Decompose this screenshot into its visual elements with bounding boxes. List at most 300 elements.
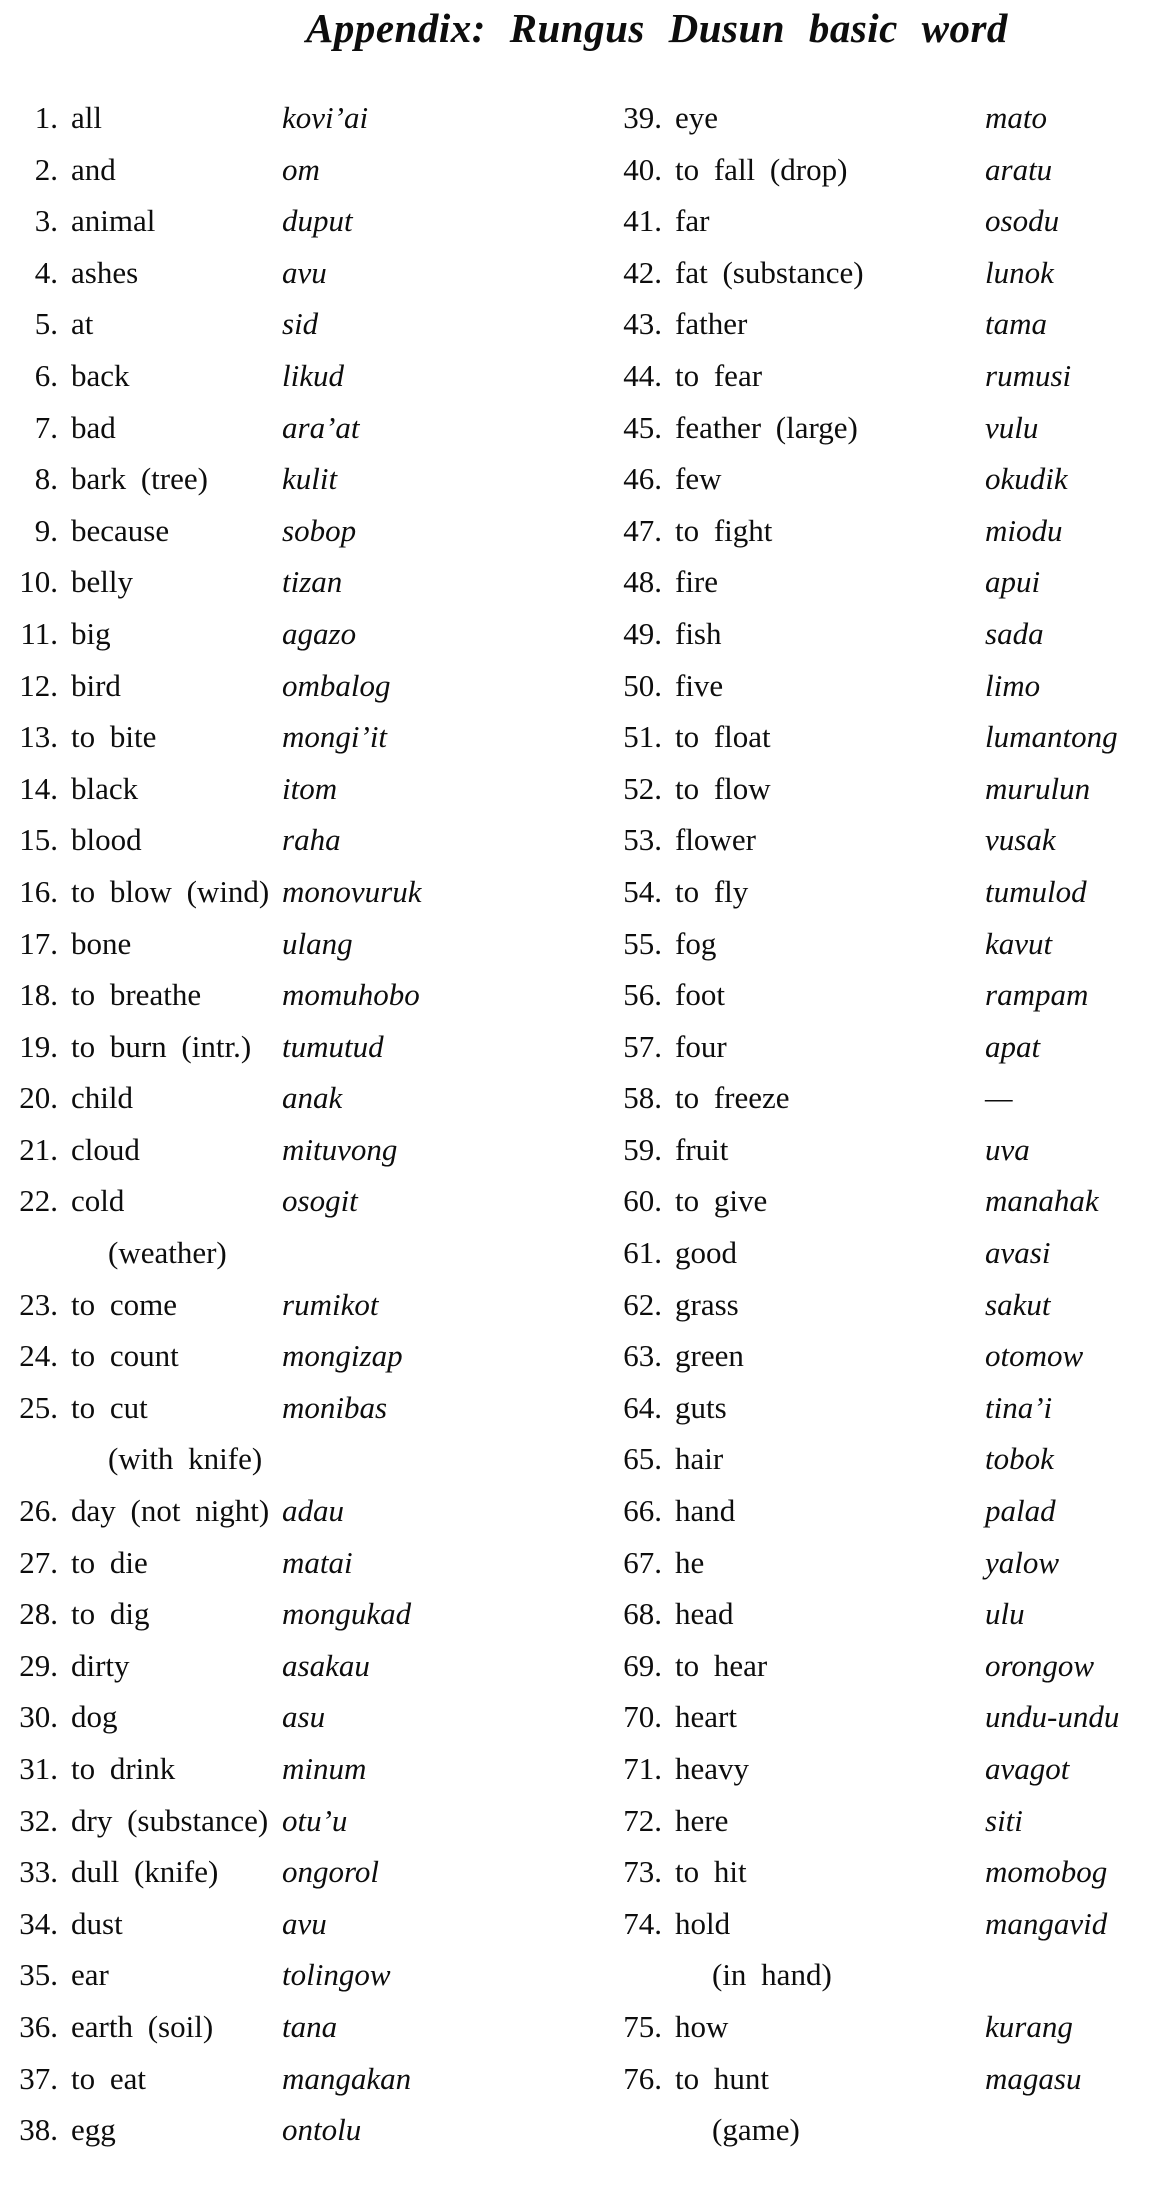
entry-translation: asu	[282, 1699, 326, 1735]
entry-english: far	[675, 203, 710, 239]
entry-row	[8, 453, 583, 505]
entry-row	[612, 350, 1175, 402]
entry-translation: lunok	[985, 254, 1054, 290]
entry-row	[8, 402, 583, 454]
entry-row	[8, 1795, 583, 1847]
entry-number: 74.	[623, 1905, 662, 1941]
entry-row	[612, 1795, 1175, 1847]
entry-number: 5.	[34, 306, 58, 342]
entry-translation: tana	[282, 2008, 338, 2044]
entry-number: 43.	[623, 306, 662, 342]
entry-number: 52.	[623, 770, 662, 806]
entry-number: 31.	[19, 1751, 58, 1786]
entry-row	[612, 195, 1175, 247]
entry-translation: mato	[985, 100, 1047, 135]
entry-row	[612, 711, 1175, 763]
entry-number: 67.	[623, 1544, 662, 1580]
entry-translation: asakau	[282, 1647, 370, 1683]
entry-number: 39.	[623, 100, 662, 135]
entry-row	[8, 195, 583, 247]
entry-translation: kovi’ai	[282, 100, 369, 135]
entry-row	[8, 711, 583, 763]
entry-row	[8, 505, 583, 557]
entry-number: 37.	[19, 2060, 58, 2096]
entry-row	[612, 1743, 1175, 1795]
entry-number: 56.	[623, 977, 662, 1013]
entry-row	[612, 1691, 1175, 1743]
entry-english: ear	[71, 1957, 109, 1993]
entry-english: few	[675, 461, 722, 497]
entry-english: bird	[71, 667, 121, 703]
entry-english: grass	[675, 1286, 739, 1322]
entry-translation: otu’u	[282, 1802, 348, 1838]
entry-number: 59.	[623, 1131, 662, 1167]
entry-english: ashes	[71, 254, 139, 290]
entry-english: bark (tree)	[71, 461, 208, 497]
entry-english: to give	[675, 1183, 768, 1219]
entry-number: 54.	[623, 873, 662, 909]
entry-english: animal	[71, 203, 156, 239]
entry-translation: mangavid	[985, 1905, 1108, 1941]
entry-row	[8, 763, 583, 815]
entry-continuation-row	[612, 1949, 1175, 2001]
entry-english: to hear	[675, 1647, 768, 1683]
entry-translation: sakut	[985, 1286, 1051, 1322]
entry-translation: rumusi	[985, 357, 1072, 393]
entry-english: to freeze	[675, 1080, 790, 1116]
entry-translation: minum	[282, 1751, 367, 1786]
entry-number: 68.	[623, 1596, 662, 1632]
entry-row	[8, 1640, 583, 1692]
entry-english: at	[71, 306, 94, 342]
entry-english: earth (soil)	[71, 2008, 214, 2044]
entry-english: egg	[71, 2112, 116, 2148]
entry-row	[8, 1537, 583, 1589]
entry-english: eye	[675, 100, 719, 135]
entry-translation: avagot	[985, 1751, 1070, 1786]
entry-translation: mituvong	[282, 1131, 398, 1167]
entry-translation: apat	[985, 1028, 1041, 1064]
entry-row	[8, 1743, 583, 1795]
entry-english: flower	[675, 822, 756, 858]
entry-translation: om	[282, 151, 320, 187]
entry-english: big	[71, 615, 111, 651]
entry-english: hand	[675, 1493, 736, 1529]
entry-row	[612, 1124, 1175, 1176]
entry-translation: tina’i	[985, 1389, 1053, 1425]
entry-translation: aratu	[985, 151, 1053, 187]
entry-english: to hunt	[675, 2060, 769, 2096]
entry-translation: otomow	[985, 1338, 1084, 1374]
entry-translation: mangakan	[282, 2060, 412, 2096]
entry-number: 71.	[623, 1751, 662, 1786]
entry-row	[8, 1588, 583, 1640]
entry-row	[612, 92, 1175, 144]
entry-row	[8, 298, 583, 350]
entry-english: to hit	[675, 1854, 747, 1890]
entry-number: 70.	[623, 1699, 662, 1735]
entry-translation: okudik	[985, 461, 1068, 497]
word-list-column-left	[8, 92, 583, 2156]
entry-number: 49.	[623, 615, 662, 651]
entry-number: 46.	[623, 461, 662, 497]
entry-translation: limo	[985, 667, 1041, 703]
entry-translation: tumutud	[282, 1028, 384, 1064]
entry-translation: vusak	[985, 822, 1056, 858]
entry-english: day (not night)	[71, 1493, 270, 1529]
entry-english: to float	[675, 719, 771, 755]
entry-continuation-row	[8, 1433, 583, 1485]
entry-english: feather (large)	[675, 409, 858, 445]
entry-number: 23.	[19, 1286, 58, 1322]
entry-english: four	[675, 1028, 727, 1064]
entry-translation: osodu	[985, 203, 1060, 239]
entry-translation: murulun	[985, 770, 1091, 806]
entry-row	[612, 1072, 1175, 1124]
entry-english: to breathe	[71, 977, 202, 1013]
entry-english: fog	[675, 925, 717, 961]
entry-number: 9.	[34, 512, 58, 548]
entry-translation: miodu	[985, 512, 1063, 548]
entry-row	[8, 1124, 583, 1176]
entry-number: 7.	[34, 409, 58, 445]
entry-number: 50.	[623, 667, 662, 703]
entry-row	[612, 1279, 1175, 1331]
entry-number: 57.	[623, 1028, 662, 1064]
entry-english: to fight	[675, 512, 773, 548]
entry-translation: uva	[985, 1131, 1030, 1167]
entry-number: 14.	[19, 770, 58, 806]
entry-row	[612, 2001, 1175, 2053]
entry-row	[8, 1175, 583, 1227]
entry-translation: monibas	[282, 1389, 388, 1425]
entry-row	[8, 1949, 583, 2001]
entry-continuation-row	[8, 1227, 583, 1279]
entry-number: 41.	[623, 203, 662, 239]
entry-number: 58.	[623, 1080, 662, 1116]
entry-row	[8, 1691, 583, 1743]
entry-row	[8, 814, 583, 866]
entry-number: 62.	[623, 1286, 662, 1322]
entry-number: 53.	[623, 822, 662, 858]
entry-english: hair	[675, 1441, 724, 1477]
entry-row	[612, 814, 1175, 866]
entry-row	[8, 1021, 583, 1073]
entry-english: to come	[71, 1286, 177, 1322]
entry-translation: monovuruk	[282, 873, 422, 909]
entry-number: 20.	[19, 1080, 58, 1116]
entry-number: 22.	[19, 1183, 58, 1219]
entry-translation: agazo	[282, 615, 357, 651]
entry-row	[8, 247, 583, 299]
entry-translation: mongizap	[282, 1338, 403, 1374]
entry-number: 8.	[34, 461, 58, 497]
entry-row	[8, 556, 583, 608]
entry-row	[612, 1898, 1175, 1950]
entry-translation: tobok	[985, 1441, 1054, 1477]
entry-number: 25.	[19, 1389, 58, 1425]
entry-translation: avasi	[985, 1235, 1051, 1271]
entry-number: 45.	[623, 409, 662, 445]
entry-number: 4.	[34, 254, 58, 290]
entry-english: to drink	[71, 1751, 176, 1786]
entry-translation: rampam	[985, 977, 1089, 1013]
entry-number: 10.	[19, 564, 58, 600]
entry-row	[612, 969, 1175, 1021]
entry-english: and	[71, 151, 116, 187]
entry-row	[612, 1433, 1175, 1485]
entry-english: black	[71, 770, 139, 806]
entry-english: fish	[675, 615, 722, 651]
entry-row	[612, 763, 1175, 815]
entry-row	[8, 350, 583, 402]
entry-english: dull (knife)	[71, 1854, 219, 1890]
entry-number: 75.	[623, 2008, 662, 2044]
entry-translation: sada	[985, 615, 1044, 651]
entry-english: to flow	[675, 770, 771, 806]
entry-english: child	[71, 1080, 133, 1116]
entry-row	[612, 1640, 1175, 1692]
entry-row	[8, 1898, 583, 1950]
entry-translation: tolingow	[282, 1957, 391, 1993]
entry-translation: matai	[282, 1544, 353, 1580]
entry-row	[8, 1279, 583, 1331]
entry-translation: tama	[985, 306, 1047, 342]
entry-row	[612, 1382, 1175, 1434]
entry-translation: ara’at	[282, 409, 360, 445]
entry-translation: kurang	[985, 2008, 1073, 2044]
entry-english: bad	[71, 409, 116, 445]
entry-number: 6.	[34, 357, 58, 393]
entry-row	[8, 2053, 583, 2105]
entry-english: green	[675, 1338, 744, 1374]
entry-number: 60.	[623, 1183, 662, 1219]
entry-row	[8, 1485, 583, 1537]
entry-number: 55.	[623, 925, 662, 961]
entry-row	[8, 144, 583, 196]
entry-english: to cut	[71, 1389, 148, 1425]
entry-number: 1.	[34, 100, 58, 135]
entry-row	[612, 660, 1175, 712]
entry-row	[8, 969, 583, 1021]
entry-row	[612, 918, 1175, 970]
entry-translation: sobop	[282, 512, 357, 548]
entry-translation: kavut	[985, 925, 1053, 961]
entry-translation: osogit	[282, 1183, 358, 1219]
entry-number: 12.	[19, 667, 58, 703]
entry-row	[8, 2001, 583, 2053]
entry-number: 15.	[19, 822, 58, 858]
entry-number: 66.	[623, 1493, 662, 1529]
entry-number: 61.	[623, 1235, 662, 1271]
entry-translation: undu-undu	[985, 1699, 1120, 1735]
entry-translation: avu	[282, 254, 327, 290]
entry-number: 16.	[19, 873, 58, 909]
entry-english: good	[675, 1235, 737, 1271]
entry-english: he	[675, 1544, 705, 1580]
entry-translation: anak	[282, 1080, 343, 1116]
entry-translation: kulit	[282, 461, 338, 497]
entry-english: to bite	[71, 719, 157, 755]
entry-english: to fall (drop)	[675, 151, 848, 187]
entry-number: 18.	[19, 977, 58, 1013]
entry-english: guts	[675, 1389, 727, 1425]
entry-row	[8, 1382, 583, 1434]
entry-english-continuation: (game)	[712, 2112, 800, 2148]
entry-row	[612, 608, 1175, 660]
entry-translation: ulu	[985, 1596, 1025, 1632]
entry-translation: mongi’it	[282, 719, 388, 755]
entry-number: 24.	[19, 1338, 58, 1374]
entry-number: 11.	[20, 615, 58, 651]
entry-translation: tumulod	[985, 873, 1087, 909]
entry-english: heavy	[675, 1751, 750, 1786]
entry-english: to fly	[675, 873, 749, 909]
entry-english: dust	[71, 1905, 123, 1941]
word-list-column-right	[612, 92, 1175, 2156]
entry-english: five	[675, 667, 724, 703]
entry-row	[612, 1227, 1175, 1279]
entry-number: 38.	[19, 2112, 58, 2148]
entry-english: to burn (intr.)	[71, 1028, 252, 1064]
entry-row	[8, 918, 583, 970]
entry-number: 51.	[623, 719, 662, 755]
entry-row	[8, 92, 583, 144]
entry-number: 72.	[623, 1802, 662, 1838]
entry-english: bone	[71, 925, 132, 961]
entry-english: dog	[71, 1699, 118, 1735]
entry-translation: apui	[985, 564, 1041, 600]
entry-translation: —	[985, 1080, 1013, 1116]
entry-number: 3.	[34, 203, 58, 239]
entry-translation: likud	[282, 357, 344, 393]
entry-translation: rumikot	[282, 1286, 379, 1322]
entry-number: 48.	[623, 564, 662, 600]
entry-translation: orongow	[985, 1647, 1095, 1683]
entry-row	[8, 608, 583, 660]
entry-number: 63.	[623, 1338, 662, 1374]
entry-translation: sid	[282, 306, 319, 342]
entry-number: 76.	[623, 2060, 662, 2096]
entry-number: 65.	[623, 1441, 662, 1477]
entry-english: to blow (wind)	[71, 873, 270, 909]
entry-number: 27.	[19, 1544, 58, 1580]
entry-translation: ombalog	[282, 667, 391, 703]
entry-row	[612, 1021, 1175, 1073]
entry-row	[612, 453, 1175, 505]
entry-row	[612, 866, 1175, 918]
entry-english: fat (substance)	[675, 254, 864, 290]
entry-english: dirty	[71, 1647, 130, 1683]
entry-row	[612, 556, 1175, 608]
entry-translation: adau	[282, 1493, 344, 1529]
entry-translation: itom	[282, 770, 338, 806]
entry-translation: mongukad	[282, 1596, 412, 1632]
entry-row	[8, 2104, 583, 2156]
entry-english: foot	[675, 977, 725, 1013]
entry-english: because	[71, 512, 170, 548]
entry-number: 17.	[19, 925, 58, 961]
entry-translation: duput	[282, 203, 353, 239]
entry-row	[612, 1175, 1175, 1227]
entry-number: 44.	[623, 357, 662, 393]
entry-number: 34.	[19, 1905, 58, 1941]
entry-row	[612, 1485, 1175, 1537]
entry-english-continuation: (weather)	[108, 1235, 227, 1271]
entry-number: 29.	[19, 1647, 58, 1683]
entry-number: 40.	[623, 151, 662, 187]
entry-english: how	[675, 2008, 729, 2044]
page-title: Appendix: Rungus Dusun basic word	[306, 5, 1008, 51]
entry-row	[612, 1588, 1175, 1640]
entry-english: to count	[71, 1338, 179, 1374]
entry-english-continuation: (with knife)	[108, 1441, 263, 1477]
entry-row	[612, 2053, 1175, 2105]
entry-english-continuation: (in hand)	[712, 1957, 832, 1993]
entry-english: cloud	[71, 1131, 140, 1167]
entry-number: 69.	[623, 1647, 662, 1683]
entry-row	[612, 247, 1175, 299]
entry-english: to dig	[71, 1596, 150, 1632]
entry-translation: vulu	[985, 409, 1039, 445]
entry-row	[8, 1330, 583, 1382]
entry-translation: lumantong	[985, 719, 1118, 755]
entry-english: back	[71, 357, 130, 393]
entry-number: 26.	[19, 1493, 58, 1529]
entry-translation: momobog	[985, 1854, 1108, 1890]
entry-row	[612, 1330, 1175, 1382]
entry-number: 42.	[623, 254, 662, 290]
entry-translation: ulang	[282, 925, 353, 961]
entry-number: 32.	[19, 1802, 58, 1838]
entry-row	[8, 866, 583, 918]
entry-english: to fear	[675, 357, 763, 393]
entry-english: to die	[71, 1544, 148, 1580]
entry-translation: avu	[282, 1905, 327, 1941]
entry-number: 21.	[19, 1131, 58, 1167]
entry-number: 33.	[19, 1854, 58, 1890]
entry-translation: magasu	[985, 2060, 1082, 2096]
entry-english: fire	[675, 564, 719, 600]
entry-number: 2.	[34, 151, 58, 187]
entry-english: head	[675, 1596, 734, 1632]
entry-number: 19.	[19, 1028, 58, 1064]
entry-number: 28.	[19, 1596, 58, 1632]
entry-english: heart	[675, 1699, 737, 1735]
entry-translation: momuhobo	[282, 977, 420, 1013]
entry-row	[8, 660, 583, 712]
entry-row	[612, 298, 1175, 350]
entry-translation: palad	[985, 1493, 1056, 1529]
entry-english: cold	[71, 1183, 125, 1219]
entry-number: 13.	[19, 719, 58, 755]
entry-number: 30.	[19, 1699, 58, 1735]
entry-english: hold	[675, 1905, 731, 1941]
entry-translation: siti	[985, 1802, 1023, 1838]
entry-translation: tizan	[282, 564, 343, 600]
entry-row	[612, 505, 1175, 557]
entry-translation: ongorol	[282, 1854, 380, 1890]
entry-translation: manahak	[985, 1183, 1099, 1219]
entry-number: 64.	[623, 1389, 662, 1425]
entry-row	[8, 1072, 583, 1124]
entry-translation: ontolu	[282, 2112, 362, 2148]
entry-row	[612, 1846, 1175, 1898]
entry-number: 73.	[623, 1854, 662, 1890]
entry-english: father	[675, 306, 748, 342]
entry-english: belly	[71, 564, 133, 600]
entry-continuation-row	[612, 2104, 1175, 2156]
